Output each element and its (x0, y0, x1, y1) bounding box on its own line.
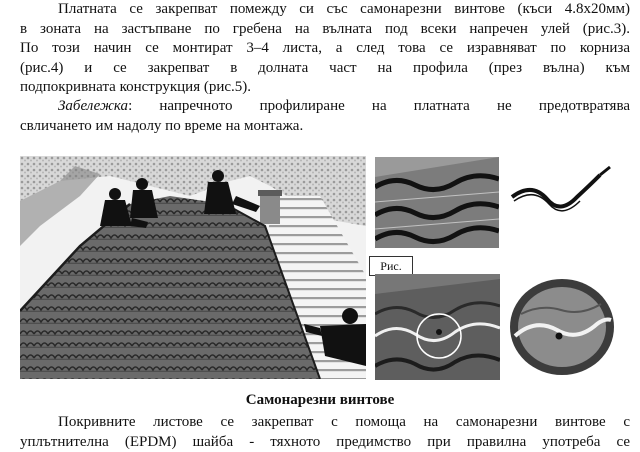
section-heading: Самонарезни винтове (0, 392, 640, 409)
figure-caption: Рис. (369, 256, 413, 276)
text-line: уплътнителна (EPDM) шайба - тяхното предимство при правилна употреба се (20, 433, 630, 452)
note-paragraph (20, 97, 630, 136)
text-line: По този начин се монтират 3–4 листа, а след това се изравняват по корниза (20, 39, 630, 59)
note-text: : напречното профилиране на платната не предотвратява (128, 98, 630, 114)
paragraph-installation (20, 0, 630, 98)
magnified-detail-photo (501, 274, 623, 380)
text-line (20, 97, 630, 117)
text-line: свличането им надолу по време на монтажа. (20, 117, 630, 137)
text-line: (рис.4) и се закрепват в долната част на профила (през вълна) към (20, 59, 630, 79)
sheet-profile-photo (375, 157, 499, 248)
note-label: Забележка (58, 98, 128, 114)
text-line: в зоната на застъпване по гребена на вълната под всеки напречен улей (рис.3). (20, 20, 630, 40)
seal-strip-photo (502, 157, 623, 248)
roof-installation-photo (20, 156, 366, 379)
text-line: Платната се закрепват помежду си със самонарезни винтове (къси 4.8х20мм) (20, 0, 630, 20)
text-line: Покривните листове се закрепват с помоща на самонарезни винтове с (20, 413, 630, 433)
text-line: подпокривната конструкция (рис.5). (20, 78, 630, 98)
paragraph-screws (20, 413, 630, 452)
screw-fixing-photo (375, 274, 500, 380)
